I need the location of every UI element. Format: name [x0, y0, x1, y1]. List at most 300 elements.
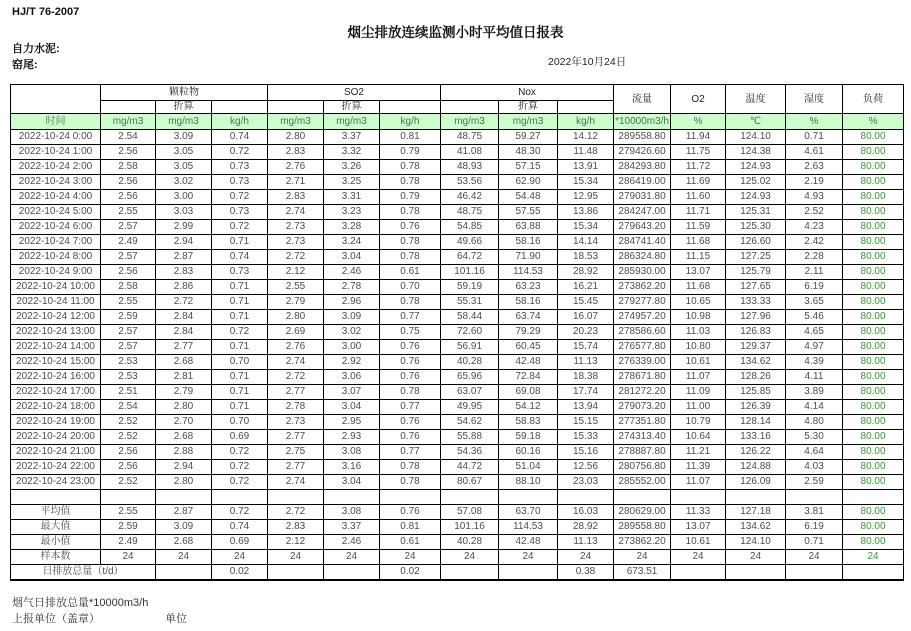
- row-value: 80.00: [843, 310, 904, 325]
- row-value: 11.07: [671, 370, 726, 385]
- row-value: 4.65: [786, 325, 843, 340]
- summary-value: 124.10: [726, 535, 786, 550]
- summary-value: 24: [843, 550, 904, 565]
- row-value: 80.00: [843, 190, 904, 205]
- summary-value: 0.71: [786, 535, 843, 550]
- row-value: 0.78: [380, 205, 441, 220]
- row-value: 0.70: [380, 280, 441, 295]
- row-value: 124.10: [726, 130, 786, 145]
- row-value: 129.37: [726, 340, 786, 355]
- unit-cell: ℃: [726, 114, 786, 130]
- summary-value: 24: [499, 550, 558, 565]
- table-row: [11, 160, 904, 175]
- row-value: 88.10: [499, 475, 558, 490]
- row-value: 2.19: [786, 175, 843, 190]
- daily-total-row: [11, 565, 904, 581]
- row-value: 284741.40: [614, 235, 671, 250]
- spacer-cell: [614, 490, 671, 505]
- row-value: 3.05: [156, 160, 212, 175]
- spacer-cell: [671, 490, 726, 505]
- so2-rate-spacer: [380, 101, 441, 114]
- daily-total-value: [786, 565, 843, 581]
- row-value: 0.72: [212, 190, 268, 205]
- row-value: 15.15: [558, 415, 614, 430]
- spacer-cell: [11, 490, 101, 505]
- row-value: 12.56: [558, 460, 614, 475]
- so2-raw-spacer: [268, 101, 324, 114]
- row-value: 124.38: [726, 145, 786, 160]
- row-value: 80.00: [843, 220, 904, 235]
- row-value: 2.53: [101, 370, 156, 385]
- unit-cell: mg/m3: [101, 114, 156, 130]
- row-value: 54.12: [499, 400, 558, 415]
- summary-value: 2.59: [101, 520, 156, 535]
- row-value: 127.96: [726, 310, 786, 325]
- row-value: 0.74: [212, 250, 268, 265]
- row-value: 2.58: [101, 280, 156, 295]
- row-value: 2.87: [156, 250, 212, 265]
- row-value: 80.00: [843, 370, 904, 385]
- row-value: 2.77: [268, 460, 324, 475]
- nox-raw-spacer: [441, 101, 499, 114]
- row-value: 279277.80: [614, 295, 671, 310]
- row-value: 80.00: [843, 430, 904, 445]
- row-value: 0.77: [380, 445, 441, 460]
- row-value: 2.54: [101, 400, 156, 415]
- unit-cell: %: [843, 114, 904, 130]
- pm-converted-label: 折算: [156, 101, 212, 114]
- row-value: 286419.00: [614, 175, 671, 190]
- row-value: 3.08: [324, 445, 380, 460]
- row-value: 40.28: [441, 355, 499, 370]
- summary-value: 80.00: [843, 520, 904, 535]
- row-value: 278887.80: [614, 445, 671, 460]
- row-value: 5.46: [786, 310, 843, 325]
- row-value: 0.78: [380, 295, 441, 310]
- row-value: 2.63: [786, 160, 843, 175]
- row-value: 4.11: [786, 370, 843, 385]
- time-col-spacer: [11, 85, 101, 114]
- row-value: 278586.60: [614, 325, 671, 340]
- summary-value: 24: [726, 550, 786, 565]
- unit-cell: mg/m3: [268, 114, 324, 130]
- row-value: 0.78: [380, 175, 441, 190]
- row-value: 80.00: [843, 445, 904, 460]
- row-value: 0.71: [786, 130, 843, 145]
- row-value: 3.06: [324, 370, 380, 385]
- row-value: 0.72: [212, 475, 268, 490]
- row-value: 2.12: [268, 265, 324, 280]
- row-value: 2.73: [268, 220, 324, 235]
- row-value: 279031.80: [614, 190, 671, 205]
- row-value: 54.62: [441, 415, 499, 430]
- row-value: 2.86: [156, 280, 212, 295]
- row-value: 0.76: [380, 415, 441, 430]
- summary-value: 24: [324, 550, 380, 565]
- header-group-row: [11, 85, 904, 101]
- row-value: 2.69: [268, 325, 324, 340]
- summary-value: 40.28: [441, 535, 499, 550]
- unit-cell: *10000m3/h: [614, 114, 671, 130]
- row-value: 79.29: [499, 325, 558, 340]
- row-value: 2.80: [156, 400, 212, 415]
- row-value: 17.74: [558, 385, 614, 400]
- daily-total-value: 673.51: [614, 565, 671, 581]
- summary-value: 24: [441, 550, 499, 565]
- row-value: 2.92: [324, 355, 380, 370]
- row-value: 0.71: [212, 385, 268, 400]
- row-value: 2.74: [268, 205, 324, 220]
- row-value: 2.81: [156, 370, 212, 385]
- row-value: 0.76: [380, 340, 441, 355]
- row-value: 4.93: [786, 190, 843, 205]
- table-row: [11, 205, 904, 220]
- report-date: 2022年10月24日: [548, 56, 627, 68]
- spacer-cell: [268, 490, 324, 505]
- station-label: 窑尾:: [12, 59, 38, 71]
- row-value: 55.88: [441, 430, 499, 445]
- row-value: 10.80: [671, 340, 726, 355]
- row-value: 2.73: [268, 235, 324, 250]
- summary-value: 127.18: [726, 505, 786, 520]
- row-value: 3.32: [324, 145, 380, 160]
- row-value: 53.56: [441, 175, 499, 190]
- row-value: 28.92: [558, 265, 614, 280]
- row-value: 59.27: [499, 130, 558, 145]
- row-value: 57.15: [499, 160, 558, 175]
- summary-label: 样本数: [11, 550, 101, 565]
- row-value: 0.72: [212, 445, 268, 460]
- table-row: [11, 220, 904, 235]
- row-value: 284293.80: [614, 160, 671, 175]
- row-value: 126.39: [726, 400, 786, 415]
- summary-value: 24: [558, 550, 614, 565]
- row-value: 133.33: [726, 295, 786, 310]
- row-value: 15.74: [558, 340, 614, 355]
- unit-cell: kg/h: [212, 114, 268, 130]
- row-value: 48.93: [441, 160, 499, 175]
- row-value: 11.68: [671, 235, 726, 250]
- row-value: 281272.20: [614, 385, 671, 400]
- summary-value: 273862.20: [614, 535, 671, 550]
- row-value: 2.70: [156, 415, 212, 430]
- row-value: 125.79: [726, 265, 786, 280]
- spacer-row: [11, 490, 904, 505]
- row-value: 20.23: [558, 325, 614, 340]
- row-value: 12.95: [558, 190, 614, 205]
- row-value: 0.71: [212, 370, 268, 385]
- row-time: 2022-10-24 10:00: [11, 280, 101, 295]
- row-value: 18.38: [558, 370, 614, 385]
- row-value: 0.69: [212, 430, 268, 445]
- row-value: 4.80: [786, 415, 843, 430]
- row-value: 2.42: [786, 235, 843, 250]
- row-value: 2.53: [101, 355, 156, 370]
- row-value: 2.73: [268, 415, 324, 430]
- pm-rate-spacer: [212, 101, 268, 114]
- row-value: 2.80: [268, 130, 324, 145]
- row-value: 3.02: [156, 175, 212, 190]
- row-value: 127.25: [726, 250, 786, 265]
- row-value: 2.56: [101, 190, 156, 205]
- row-value: 46.42: [441, 190, 499, 205]
- summary-value: 24: [671, 550, 726, 565]
- row-value: 69.08: [499, 385, 558, 400]
- row-value: 0.78: [380, 235, 441, 250]
- row-value: 2.71: [268, 175, 324, 190]
- summary-label: 平均值: [11, 505, 101, 520]
- summary-value: 0.72: [212, 505, 268, 520]
- row-value: 3.00: [156, 190, 212, 205]
- row-time: 2022-10-24 7:00: [11, 235, 101, 250]
- row-time: 2022-10-24 21:00: [11, 445, 101, 460]
- summary-value: 3.09: [156, 520, 212, 535]
- summary-value: 3.08: [324, 505, 380, 520]
- row-value: 133.16: [726, 430, 786, 445]
- unit-cell: %: [671, 114, 726, 130]
- table-row: [11, 475, 904, 490]
- row-value: 276339.00: [614, 355, 671, 370]
- summary-value: 0.69: [212, 535, 268, 550]
- spacer-cell: [441, 490, 499, 505]
- row-value: 10.65: [671, 295, 726, 310]
- summary-row: [11, 520, 904, 535]
- row-value: 65.96: [441, 370, 499, 385]
- table-row: [11, 130, 904, 145]
- row-value: 2.78: [324, 280, 380, 295]
- row-value: 63.07: [441, 385, 499, 400]
- row-value: 48.75: [441, 205, 499, 220]
- unit-cell: kg/h: [380, 114, 441, 130]
- row-value: 2.78: [268, 400, 324, 415]
- row-value: 2.59: [786, 475, 843, 490]
- summary-value: 63.70: [499, 505, 558, 520]
- row-value: 0.81: [380, 130, 441, 145]
- row-time: 2022-10-24 11:00: [11, 295, 101, 310]
- group-nox: Nox: [441, 85, 614, 101]
- spacer-cell: [212, 490, 268, 505]
- row-value: 2.28: [786, 250, 843, 265]
- row-value: 3.02: [324, 325, 380, 340]
- row-value: 80.00: [843, 175, 904, 190]
- row-value: 4.61: [786, 145, 843, 160]
- row-value: 11.21: [671, 445, 726, 460]
- summary-value: 114.53: [499, 520, 558, 535]
- row-time: 2022-10-24 5:00: [11, 205, 101, 220]
- row-value: 125.02: [726, 175, 786, 190]
- row-value: 4.64: [786, 445, 843, 460]
- row-value: 2.74: [268, 355, 324, 370]
- summary-value: 28.92: [558, 520, 614, 535]
- row-value: 80.00: [843, 280, 904, 295]
- row-value: 80.00: [843, 415, 904, 430]
- daily-total-value: 0.38: [558, 565, 614, 581]
- row-value: 274957.20: [614, 310, 671, 325]
- row-value: 3.07: [324, 385, 380, 400]
- summary-value: 24: [156, 550, 212, 565]
- row-value: 0.75: [380, 325, 441, 340]
- row-time: 2022-10-24 19:00: [11, 415, 101, 430]
- row-value: 57.55: [499, 205, 558, 220]
- row-value: 80.00: [843, 250, 904, 265]
- row-value: 0.76: [380, 220, 441, 235]
- row-value: 2.52: [101, 430, 156, 445]
- row-value: 2.93: [324, 430, 380, 445]
- row-value: 0.79: [380, 145, 441, 160]
- row-value: 2.84: [156, 310, 212, 325]
- company-label: 自力水泥:: [12, 43, 60, 55]
- row-value: 2.59: [101, 310, 156, 325]
- row-value: 125.85: [726, 385, 786, 400]
- row-value: 54.48: [499, 190, 558, 205]
- row-value: 0.70: [212, 355, 268, 370]
- row-time: 2022-10-24 23:00: [11, 475, 101, 490]
- summary-value: 0.61: [380, 535, 441, 550]
- row-value: 2.55: [101, 295, 156, 310]
- row-value: 0.61: [380, 265, 441, 280]
- row-value: 0.78: [380, 475, 441, 490]
- row-value: 59.18: [499, 430, 558, 445]
- row-value: 2.96: [324, 295, 380, 310]
- row-value: 2.83: [268, 190, 324, 205]
- row-time: 2022-10-24 18:00: [11, 400, 101, 415]
- row-value: 58.44: [441, 310, 499, 325]
- table-row: [11, 445, 904, 460]
- row-value: 3.00: [324, 340, 380, 355]
- row-time: 2022-10-24 3:00: [11, 175, 101, 190]
- row-value: 0.74: [212, 130, 268, 145]
- row-value: 279073.20: [614, 400, 671, 415]
- row-value: 3.31: [324, 190, 380, 205]
- row-value: 80.00: [843, 460, 904, 475]
- row-value: 3.04: [324, 250, 380, 265]
- summary-value: 24: [101, 550, 156, 565]
- row-value: 2.68: [156, 355, 212, 370]
- summary-value: 24: [268, 550, 324, 565]
- table-row: [11, 460, 904, 475]
- summary-value: 2.68: [156, 535, 212, 550]
- row-value: 11.03: [671, 325, 726, 340]
- row-value: 63.23: [499, 280, 558, 295]
- summary-value: 2.87: [156, 505, 212, 520]
- row-value: 2.54: [101, 130, 156, 145]
- summary-value: 0.76: [380, 505, 441, 520]
- summary-value: 134.62: [726, 520, 786, 535]
- nox-converted-label: 折算: [499, 101, 558, 114]
- table-row: [11, 280, 904, 295]
- unit-cell: mg/m3: [441, 114, 499, 130]
- row-value: 124.88: [726, 460, 786, 475]
- flue-gas-total-label: 烟气日排放总量*10000m3/h: [12, 597, 149, 609]
- row-value: 0.72: [212, 145, 268, 160]
- so2-converted-label: 折算: [324, 101, 380, 114]
- row-value: 0.79: [380, 190, 441, 205]
- unit-cell: mg/m3: [499, 114, 558, 130]
- row-value: 48.75: [441, 130, 499, 145]
- row-value: 11.75: [671, 145, 726, 160]
- group-flow: 流量: [614, 85, 671, 114]
- row-value: 124.93: [726, 160, 786, 175]
- row-value: 10.64: [671, 430, 726, 445]
- spacer-cell: [156, 490, 212, 505]
- row-time: 2022-10-24 15:00: [11, 355, 101, 370]
- row-value: 13.91: [558, 160, 614, 175]
- table-row: [11, 235, 904, 250]
- unit-label: 单位: [165, 613, 188, 625]
- row-value: 279643.20: [614, 220, 671, 235]
- row-value: 3.03: [156, 205, 212, 220]
- row-value: 2.56: [101, 145, 156, 160]
- row-value: 3.09: [156, 130, 212, 145]
- row-value: 10.79: [671, 415, 726, 430]
- row-value: 284247.00: [614, 205, 671, 220]
- row-value: 0.72: [212, 460, 268, 475]
- row-time: 2022-10-24 20:00: [11, 430, 101, 445]
- row-value: 80.00: [843, 385, 904, 400]
- footer-signature-line: [12, 610, 187, 626]
- row-value: 124.93: [726, 190, 786, 205]
- row-value: 3.04: [324, 400, 380, 415]
- row-value: 80.00: [843, 145, 904, 160]
- row-value: 80.00: [843, 205, 904, 220]
- daily-total-value: [324, 565, 380, 581]
- row-value: 80.00: [843, 130, 904, 145]
- row-value: 80.00: [843, 340, 904, 355]
- table-row: [11, 190, 904, 205]
- table-row: [11, 265, 904, 280]
- row-value: 0.71: [212, 235, 268, 250]
- row-value: 2.72: [268, 370, 324, 385]
- standard-code: HJ/T 76-2007: [12, 6, 80, 18]
- table-row: [11, 250, 904, 265]
- table-row: [11, 400, 904, 415]
- row-value: 55.31: [441, 295, 499, 310]
- row-time: 2022-10-24 4:00: [11, 190, 101, 205]
- row-value: 0.71: [212, 295, 268, 310]
- row-value: 11.07: [671, 475, 726, 490]
- summary-row: [11, 535, 904, 550]
- row-time: 2022-10-24 9:00: [11, 265, 101, 280]
- daily-total-value: [156, 565, 212, 581]
- row-value: 0.71: [212, 400, 268, 415]
- row-time: 2022-10-24 13:00: [11, 325, 101, 340]
- row-value: 80.00: [843, 265, 904, 280]
- row-value: 2.72: [156, 295, 212, 310]
- time-header: 时间: [11, 114, 101, 130]
- row-value: 2.76: [268, 160, 324, 175]
- row-value: 0.70: [212, 415, 268, 430]
- table-row: [11, 385, 904, 400]
- summary-value: 0.81: [380, 520, 441, 535]
- row-value: 71.90: [499, 250, 558, 265]
- row-value: 6.19: [786, 280, 843, 295]
- row-value: 3.05: [156, 145, 212, 160]
- row-value: 49.95: [441, 400, 499, 415]
- unit-cell: %: [786, 114, 843, 130]
- row-value: 2.57: [101, 325, 156, 340]
- row-value: 2.79: [156, 385, 212, 400]
- row-value: 15.34: [558, 175, 614, 190]
- row-value: 277351.80: [614, 415, 671, 430]
- header-unit-row: [11, 114, 904, 130]
- row-value: 2.52: [101, 415, 156, 430]
- summary-value: 289558.80: [614, 520, 671, 535]
- row-value: 2.77: [156, 340, 212, 355]
- row-value: 15.16: [558, 445, 614, 460]
- table-row: [11, 430, 904, 445]
- row-value: 4.39: [786, 355, 843, 370]
- row-value: 2.49: [101, 235, 156, 250]
